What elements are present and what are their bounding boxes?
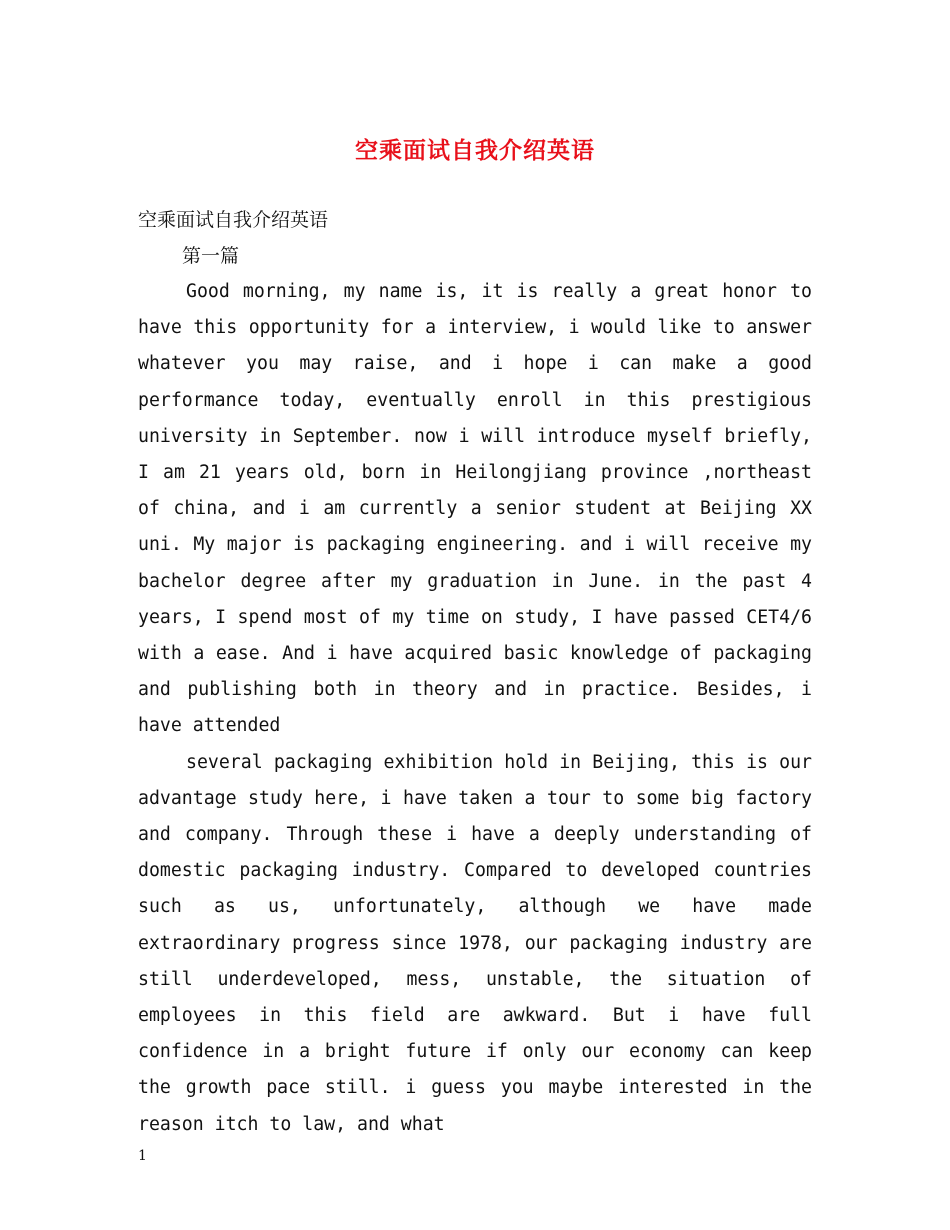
document-subtitle: 空乘面试自我介绍英语 xyxy=(138,209,329,231)
document-title: 空乘面试自我介绍英语 xyxy=(355,138,595,164)
paragraph-1: Good morning, my name is, it is really a great honor to have this opportunity for a interview, i would like to answer whatever you may raise, and i hope i can make a good performance today, eventually enroll in this prestigious university in September. now i will introduce myself briefly, I am 21 years old, born in Heilongjiang province ,northeast of china, and i am currently a senior student at Beijing XX uni. My major is packaging engineering. and i will receive my bachelor degree after my graduation in June. in the past 4 years, I spend most of my time on study, I have passed CET4/6 with a ease. And i have acquired basic knowledge of packaging and publishing both in theory and in practice. Besides, i have attended xyxy=(138,281,812,737)
page-number: 1 xyxy=(138,1148,147,1164)
document-body xyxy=(138,202,812,1143)
section-label: 第一篇 xyxy=(182,245,240,267)
paragraph-2: several packaging exhibition hold in Beijing, this is our advantage study here, i have taken a tour to some big factory and company. Through these i have a deeply understanding of domestic packaging industry. Compared to developed countries such as us, unfortunately, although we have made extraordinary progress since 1978, our packaging industry are still underdeveloped, mess, unstable, the situation of employees in this field are awkward. But i have full confidence in a bright future if only our economy can keep the growth pace still. i guess you maybe interested in the reason itch to law, and what xyxy=(138,751,812,1135)
